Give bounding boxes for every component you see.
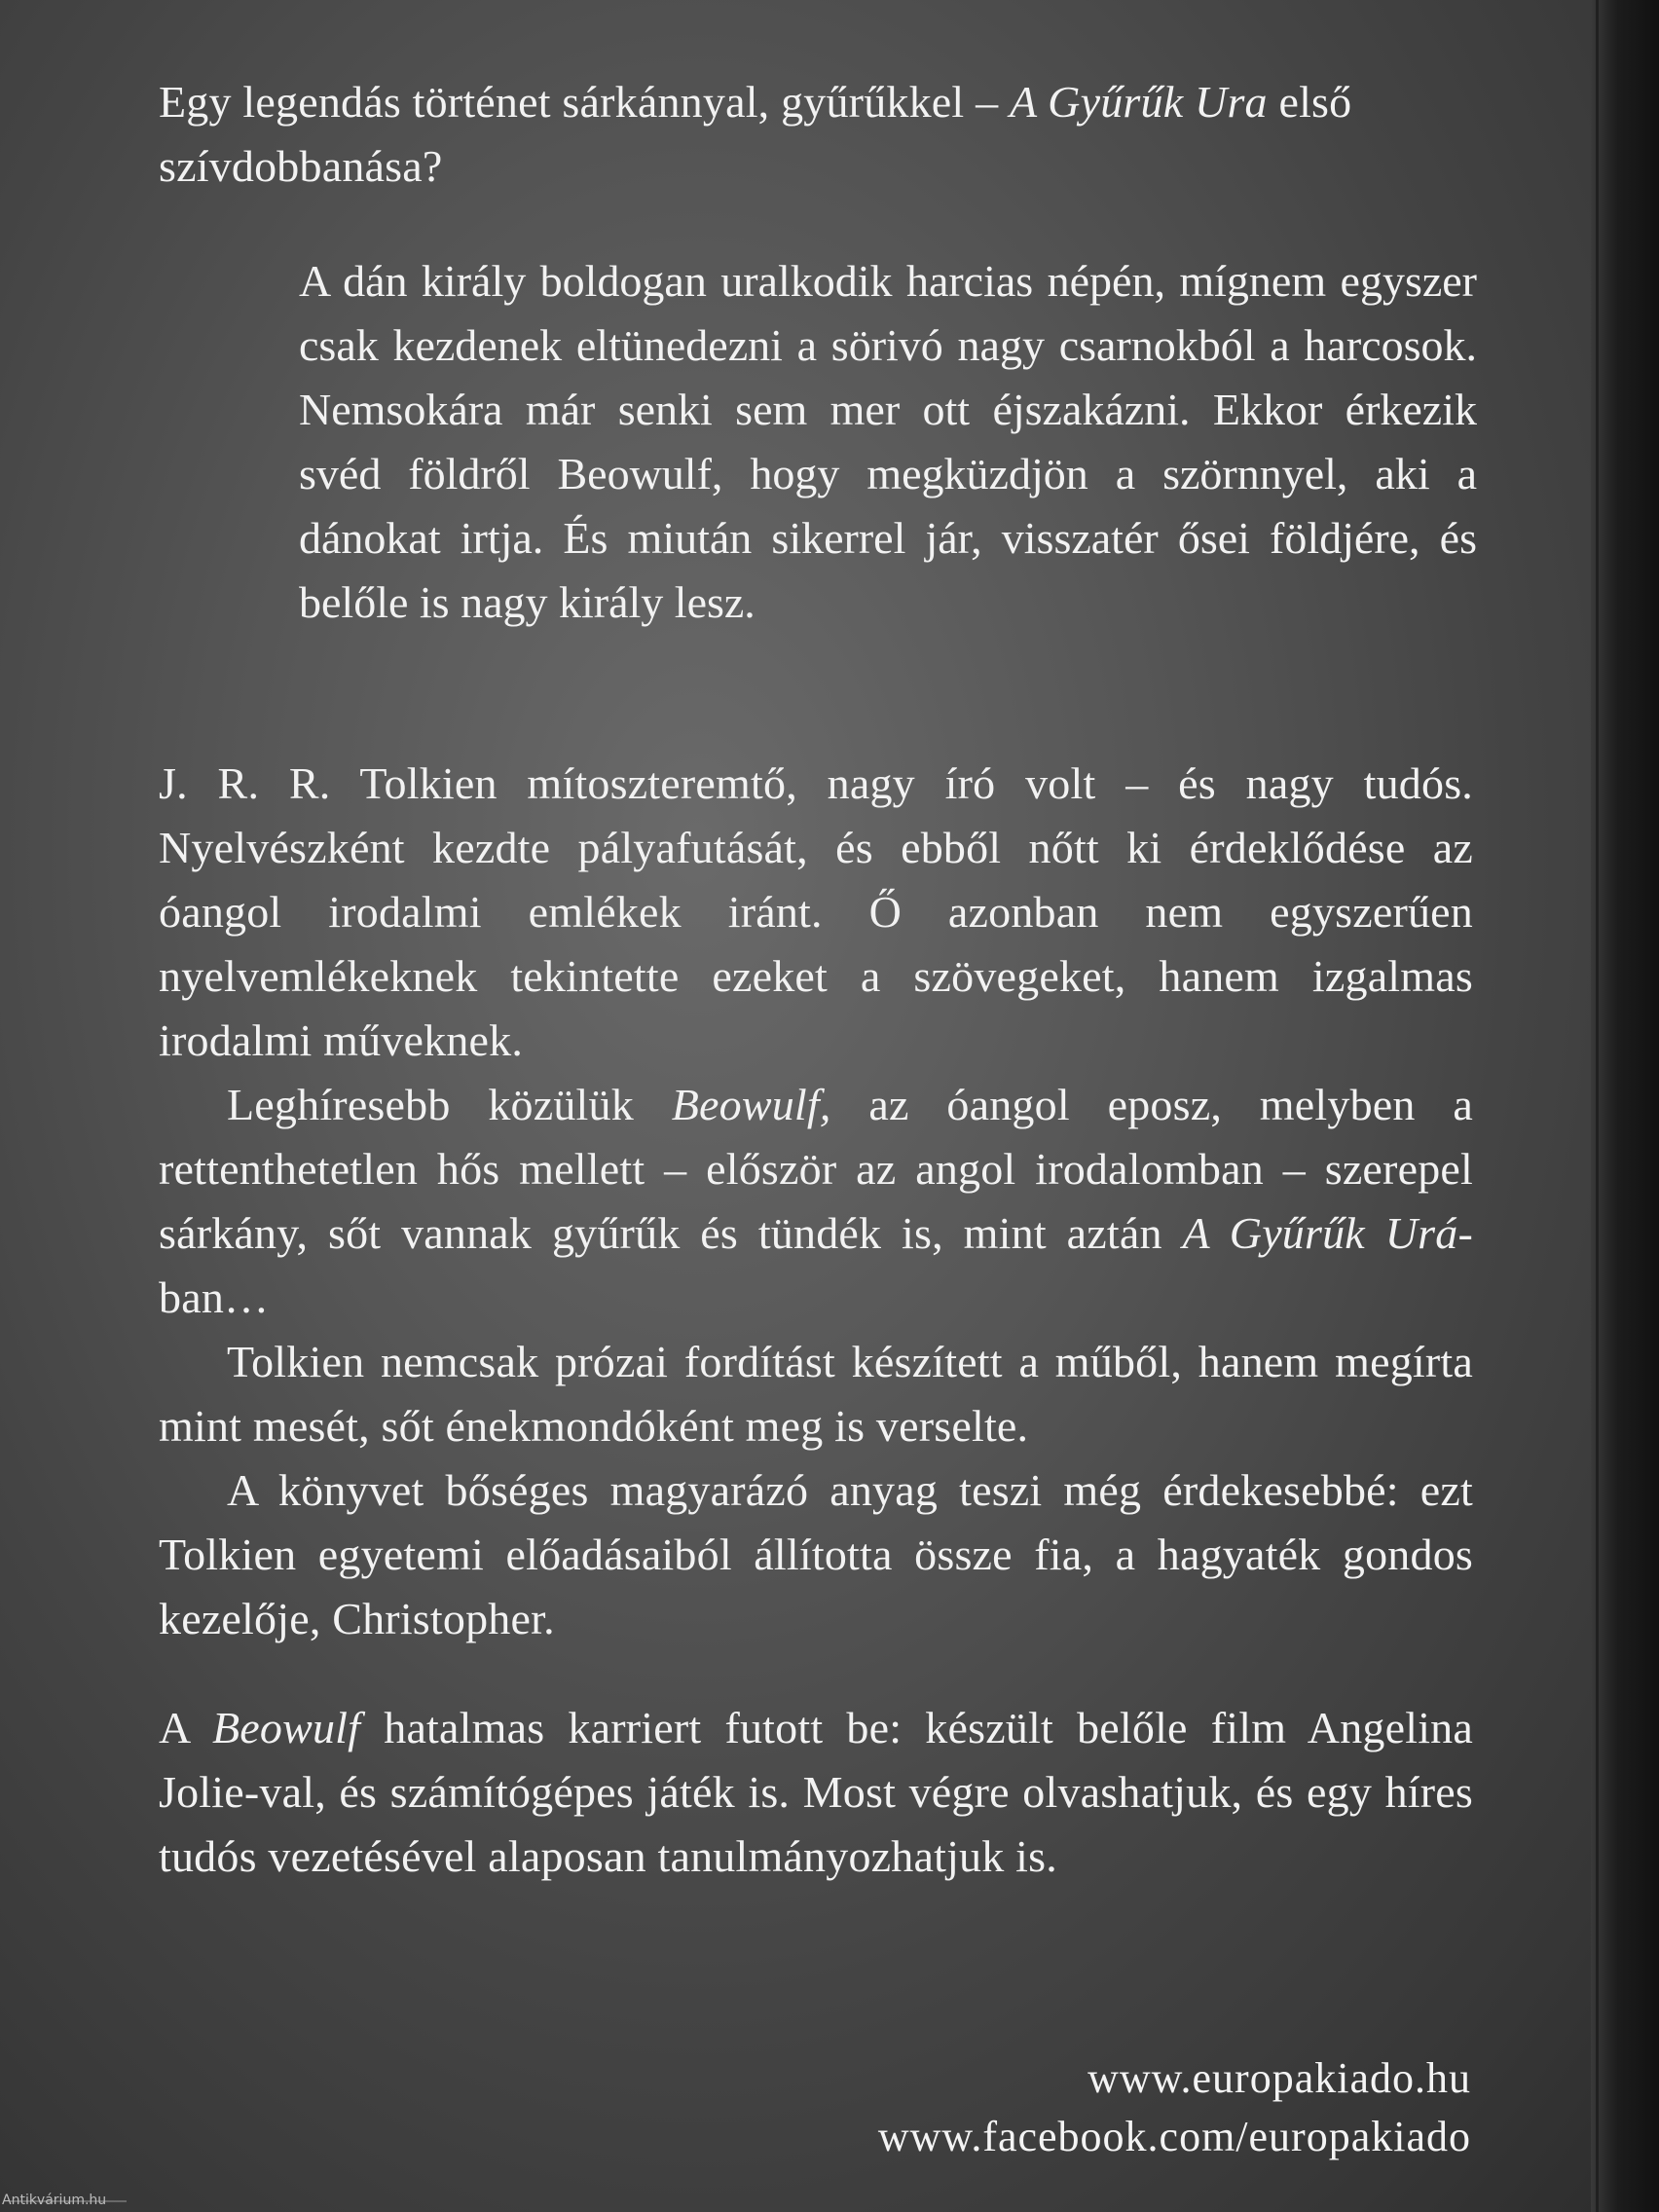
spine-edge: [1596, 0, 1599, 2212]
about-p2-italic: Beowulf,: [671, 1080, 831, 1129]
watermark: Antikvárium.hu: [2, 2193, 107, 2208]
about-paragraph-1: J. R. R. Tolkien mítoszteremtő, nagy író volt – és nagy tudós. Nyelvészként kezdte pályafutását, és ebből nőtt ki érdeklődése az óangol irodalmi emlékek iránt. Ő azonban nem egyszerűen nyelvemlékeknek tekintette ezeket a szövegeket, hanem izgalmas irodalmi műveknek.: [159, 758, 1473, 1065]
closing-italic: Beowulf: [211, 1703, 361, 1752]
story-summary-paragraph: A dán király boldogan uralkodik harcias népén, mígnem egyszer csak kezdenek eltünedezni a sörivó nagy csarnokból a harcosok. Nemsokára már senki sem mer ott éjszakázni. Ekkor érkezik svéd földről Beowulf, hogy megküzdjön a szörnnyel, aki a dánokat irtja. És miután sikerrel jár, visszatér ősei földjére, és belőle is nagy király lesz.: [299, 256, 1477, 627]
about-paragraph-3: Tolkien nemcsak prózai fordítást készített a műből, hanem megírta mint mesét, sőt énekmondóként meg is verselte.: [159, 1337, 1473, 1451]
about-paragraph-2: [159, 1073, 1473, 1330]
blurb-text-end: első szívdobbanása?: [159, 77, 1352, 191]
blurb-title-italic: A Gyűrűk Ura: [1010, 77, 1268, 127]
about-section: [159, 752, 1473, 1651]
blurb-paragraph: [159, 70, 1473, 199]
website-link[interactable]: www.europakiado.hu: [1088, 2054, 1471, 2102]
closing-end: hatalmas karriert futott be: készült belőle film Angelina Jolie-val, és számítógépes játék is. Most végre olvashatjuk, és egy híres tudós vezetésével alaposan tanulmányozhatjuk is.: [159, 1703, 1473, 1881]
closing-section: [159, 1696, 1473, 1889]
closing-start: A: [159, 1703, 212, 1752]
publisher-links: [878, 2049, 1471, 2166]
story-summary: [299, 249, 1477, 635]
book-spine: [1591, 0, 1659, 2212]
about-paragraph-4: A könyvet bőséges magyarázó anyag teszi még érdekesebbé: ezt Tolkien egyetemi előadásaiból állította össze fia, a hagyaték gondos kezelője, Christopher.: [159, 1465, 1473, 1643]
about-p2-end: -ban…: [159, 1208, 1474, 1322]
about-p2-middle: az óangol eposz, melyben a rettenthetetlen hős mellett – először az angol irodalomban – szerepel sárkány, sőt vannak gyűrűk és tündék is, mint aztán: [159, 1080, 1474, 1258]
facebook-link[interactable]: www.facebook.com/europakiado: [877, 2113, 1471, 2160]
about-p2-start: Leghíresebb közülük: [227, 1080, 672, 1129]
blurb-text: Egy legendás történet sárkánnyal, gyűrűkkel –: [159, 77, 1010, 127]
blurb-question: [159, 70, 1473, 199]
about-p2-italic-title: A Gyűrűk Urá: [1182, 1208, 1458, 1258]
closing-paragraph: [159, 1696, 1473, 1889]
